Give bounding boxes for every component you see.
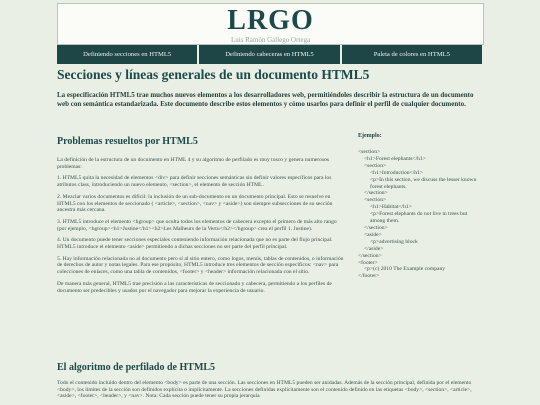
code-line: </footer> bbox=[358, 273, 380, 280]
paragraph: 3. HTML5 introduce el elemento <hgroup> que oculta todos los elementos de cabecera excepto el primero de más alto rango (por ejemplo, <hgroup><h1>Justine</h1><h2>Les Malheurs de la Vertu</h2></hgroup> crea el perfil 1. Justine). bbox=[57, 218, 337, 232]
code-line: <section> bbox=[358, 149, 381, 155]
paragraph: Todo el contenido incluido dentro del elemento <body> es parte de una sección. Las secciones en HTML5 pueden ser anidadas. Además de la sección principal, definida por el elemento <body>, los límites de la sección son definidos explícita o implícitamente. La secciones definidas explícitamente son el contenido definido en las etiquetas <body>, <section>, <article>, <aside>, <footer>, <header>, y <nav>. Nota: Cada sección puede tener su propia jerarquía bbox=[57, 380, 472, 400]
main-content bbox=[57, 136, 344, 299]
code-line: <h1>Introduction</h1> bbox=[370, 169, 424, 176]
code-line: <p>In this section, we discuss the lesser known forest elephants. bbox=[370, 176, 477, 190]
example-aside bbox=[358, 133, 482, 280]
code-line: <footer> bbox=[358, 259, 378, 266]
site-header bbox=[57, 3, 484, 45]
code-line: <section> bbox=[364, 162, 387, 169]
code-line: <h1>Forest elephants</h1> bbox=[364, 155, 426, 162]
page-title: Secciones y líneas generales de un documento HTML5 bbox=[57, 67, 370, 82]
code-line: </section> bbox=[364, 190, 388, 197]
main-nav bbox=[57, 45, 482, 64]
code-line: </section> bbox=[358, 252, 382, 259]
algorithm-section bbox=[57, 362, 487, 400]
nav-item-colores[interactable]: Paleta de colores en HTML5 bbox=[342, 45, 482, 64]
paragraph: La definición de la estructura de un documento en HTML 4 y su algoritmo de perfilado es muy tosco y genera numerosos problemas: bbox=[57, 157, 330, 170]
paragraph: De manera más general, HTML5 trae precisión a las características de seccionado y cabecera, permitiendo a los perfiles de documento ser predecibles y usados por el navegador para mejorar la experiencia de usuario. bbox=[57, 280, 332, 294]
code-line: <p>(c) 2010 The Example company bbox=[364, 266, 446, 273]
intro-paragraph: La especificación HTML5 trae muchos nuevos elementos a los desarrolladores web, permitiéndoles describir la estructura de un documento web con semántica estandarizada. Este documento describe estos elementos y cómo usarlos para definir el perfil de cualquier documento. bbox=[57, 91, 474, 108]
nav-item-secciones[interactable]: Definiendo secciones en HTML5 bbox=[57, 45, 197, 64]
code-line: </aside> bbox=[364, 245, 384, 252]
code-line: <aside> bbox=[364, 231, 382, 238]
nav-item-cabeceras[interactable]: Definiendo cabeceras en HTML5 bbox=[199, 45, 339, 64]
paragraph: 1. HTML5 quita la necesidad de elementos <div> para definir secciones semánticas sin definir valores específicos para los atributos class, introduciendo un nuevo elemento, <section>, el elemento de sección HTML. bbox=[57, 175, 332, 189]
example-title: Ejemplo: bbox=[358, 133, 382, 139]
code-example bbox=[358, 149, 482, 280]
paragraph: 2. Mezclar varios documentos es difícil: la inclusión de un sub-documento en un documento principal. Esto se resuelve en HTML5 con los elementos de seccionado ( <article>, <section>, <nav> y <aside>) son siempre subsecciones de su sección ancestra más cercana. bbox=[57, 193, 333, 214]
code-line: <h1>Habitat</h1> bbox=[370, 204, 412, 211]
code-line: <p>advertising block bbox=[370, 238, 418, 245]
code-line: <p>Forest elephants do not live in trees but among them. bbox=[370, 211, 468, 225]
code-line: </section> bbox=[364, 224, 388, 231]
site-author: Luis Ramón Gallego Ortega bbox=[230, 36, 311, 44]
section-title-algoritmo: El algoritmo de perfilado de HTML5 bbox=[57, 362, 216, 373]
code-line: <section> bbox=[364, 197, 387, 204]
site-logo[interactable]: LRGO bbox=[227, 5, 314, 36]
paragraph: 4. Un documento puede tener secciones especiales conteniendo información relacionada que no es parte del flujo principal. HTML5 introduce el elemento <aside> permitiendo a dichas secciones no ser parte del perfil principal. bbox=[57, 237, 333, 251]
paragraph: 5. Hay información relacionada no al documento pero sí al sitio entero, como logos, menús, tablas de contenidos, o información de derechos de autor y notas legales. Para ese propósito, HTML5 introduce tres elementos de sección específicos: <nav> para colecciones de enlaces, como una tabla de contenidos, <footer> y <header> información relacionada con el sitio. bbox=[57, 255, 344, 276]
section-title-problemas: Problemas resueltos por HTML5 bbox=[57, 136, 198, 147]
